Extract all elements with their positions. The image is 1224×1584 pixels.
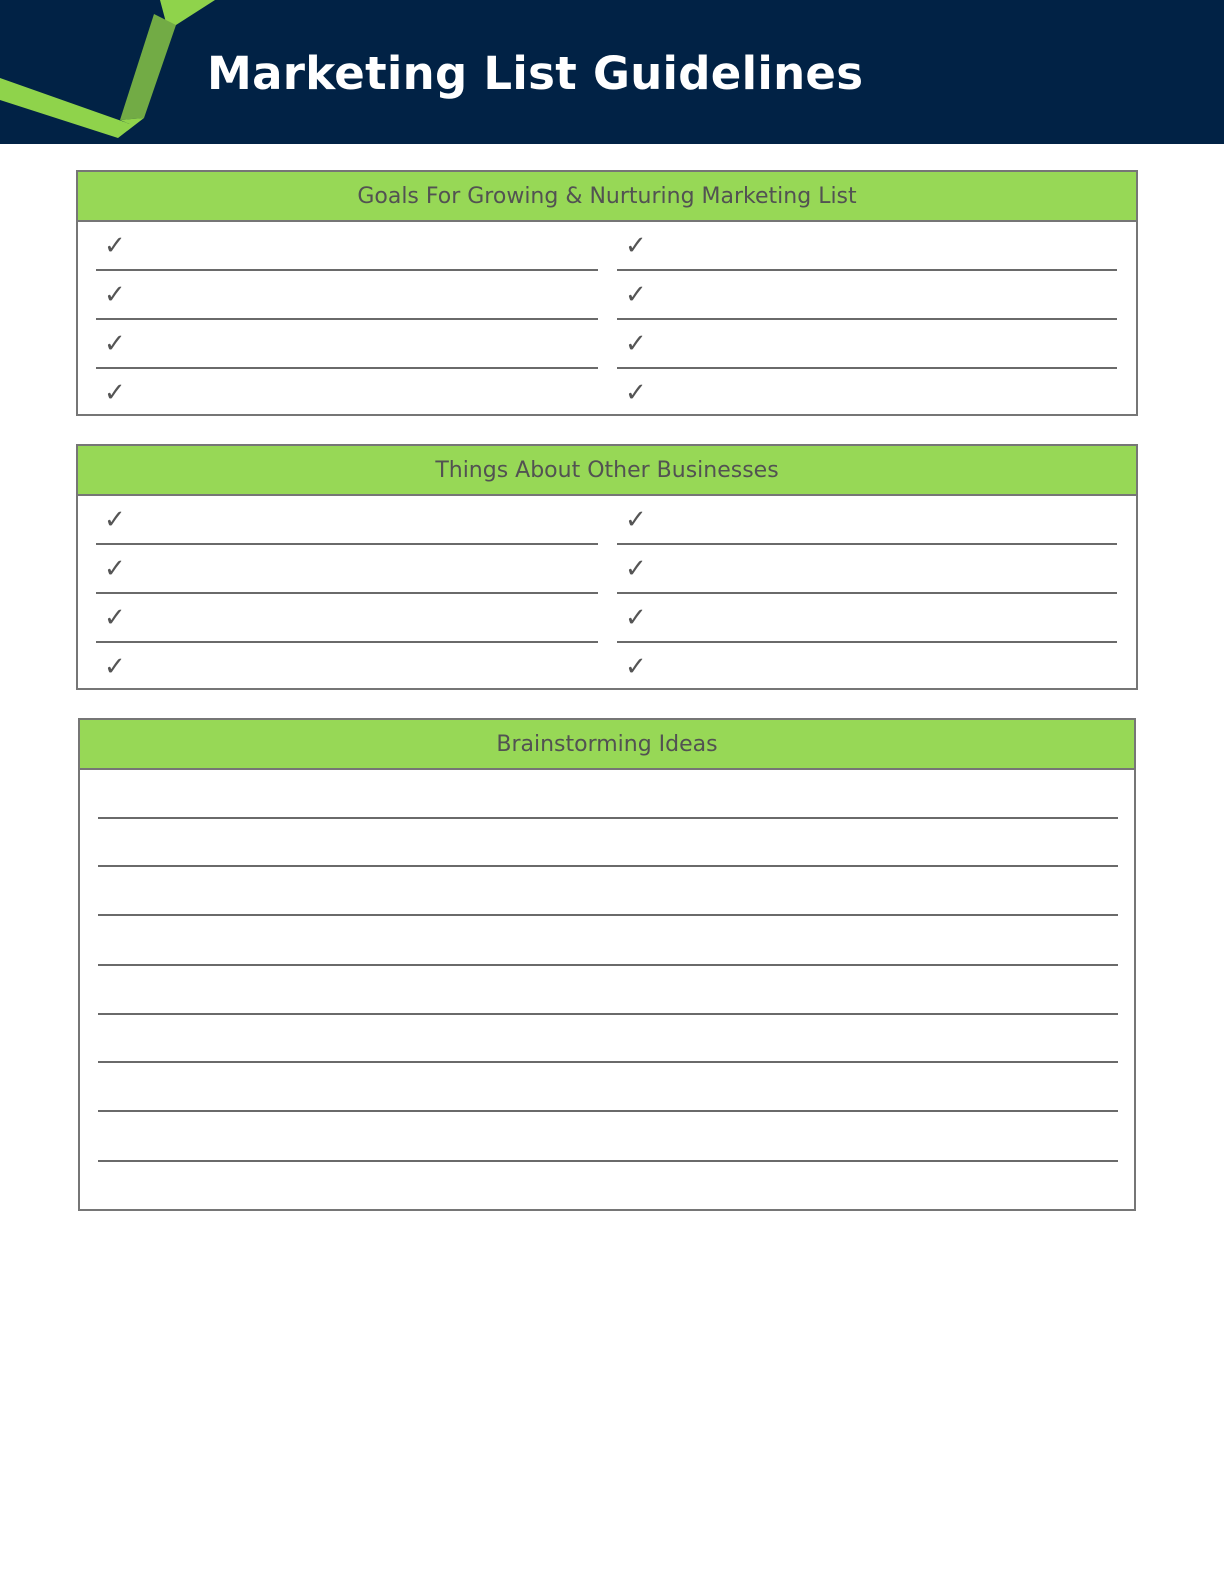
checkmark-icon: ✓	[625, 603, 647, 633]
businesses-right-row-4[interactable]	[617, 643, 1117, 692]
goals-left-row-1[interactable]	[96, 222, 598, 271]
checkmark-icon: ✓	[104, 505, 126, 535]
businesses-left-row-4[interactable]	[96, 643, 598, 692]
goals-left-row-3[interactable]	[96, 320, 598, 369]
checkmark-icon: ✓	[104, 652, 126, 682]
writing-line-6[interactable]	[98, 1061, 1118, 1063]
goals-left-row-2[interactable]	[96, 271, 598, 320]
writing-line-7[interactable]	[98, 1110, 1118, 1112]
checkmark-icon: ✓	[104, 378, 126, 408]
checkmark-icon: ✓	[625, 280, 647, 310]
writing-line-5[interactable]	[98, 1013, 1118, 1015]
businesses-section-heading: Things About Other Businesses	[78, 446, 1136, 496]
checkmark-icon: ✓	[625, 652, 647, 682]
writing-line-8[interactable]	[98, 1160, 1118, 1162]
businesses-left-row-3[interactable]	[96, 594, 598, 643]
checkmark-icon: ✓	[625, 378, 647, 408]
checkmark-icon: ✓	[104, 231, 126, 261]
businesses-right-row-3[interactable]	[617, 594, 1117, 643]
businesses-left-row-1[interactable]	[96, 496, 598, 545]
businesses-section	[76, 444, 1138, 690]
goals-right-row-3[interactable]	[617, 320, 1117, 369]
checkmark-icon: ✓	[104, 554, 126, 584]
page-title: Marketing List Guidelines	[207, 47, 864, 100]
green-arrow-graphic	[0, 0, 230, 144]
checkmark-icon: ✓	[625, 329, 647, 359]
goals-right-row-1[interactable]	[617, 222, 1117, 271]
goals-right-row-4[interactable]	[617, 369, 1117, 418]
header-banner	[0, 0, 1224, 144]
businesses-right-row-2[interactable]	[617, 545, 1117, 594]
businesses-right-row-1[interactable]	[617, 496, 1117, 545]
writing-line-2[interactable]	[98, 865, 1118, 867]
checkmark-icon: ✓	[625, 554, 647, 584]
checkmark-icon: ✓	[104, 329, 126, 359]
checkmark-icon: ✓	[625, 505, 647, 535]
goals-right-row-2[interactable]	[617, 271, 1117, 320]
checkmark-icon: ✓	[625, 231, 647, 261]
writing-line-4[interactable]	[98, 964, 1118, 966]
checkmark-icon: ✓	[104, 603, 126, 633]
writing-line-1[interactable]	[98, 817, 1118, 819]
goals-section-heading: Goals For Growing & Nurturing Marketing List	[78, 172, 1136, 222]
goals-section	[76, 170, 1138, 416]
businesses-left-row-2[interactable]	[96, 545, 598, 594]
brainstorming-section-heading: Brainstorming Ideas	[80, 720, 1134, 770]
writing-line-3[interactable]	[98, 914, 1118, 916]
brainstorming-section	[78, 718, 1136, 1211]
checkmark-icon: ✓	[104, 280, 126, 310]
goals-left-row-4[interactable]	[96, 369, 598, 418]
